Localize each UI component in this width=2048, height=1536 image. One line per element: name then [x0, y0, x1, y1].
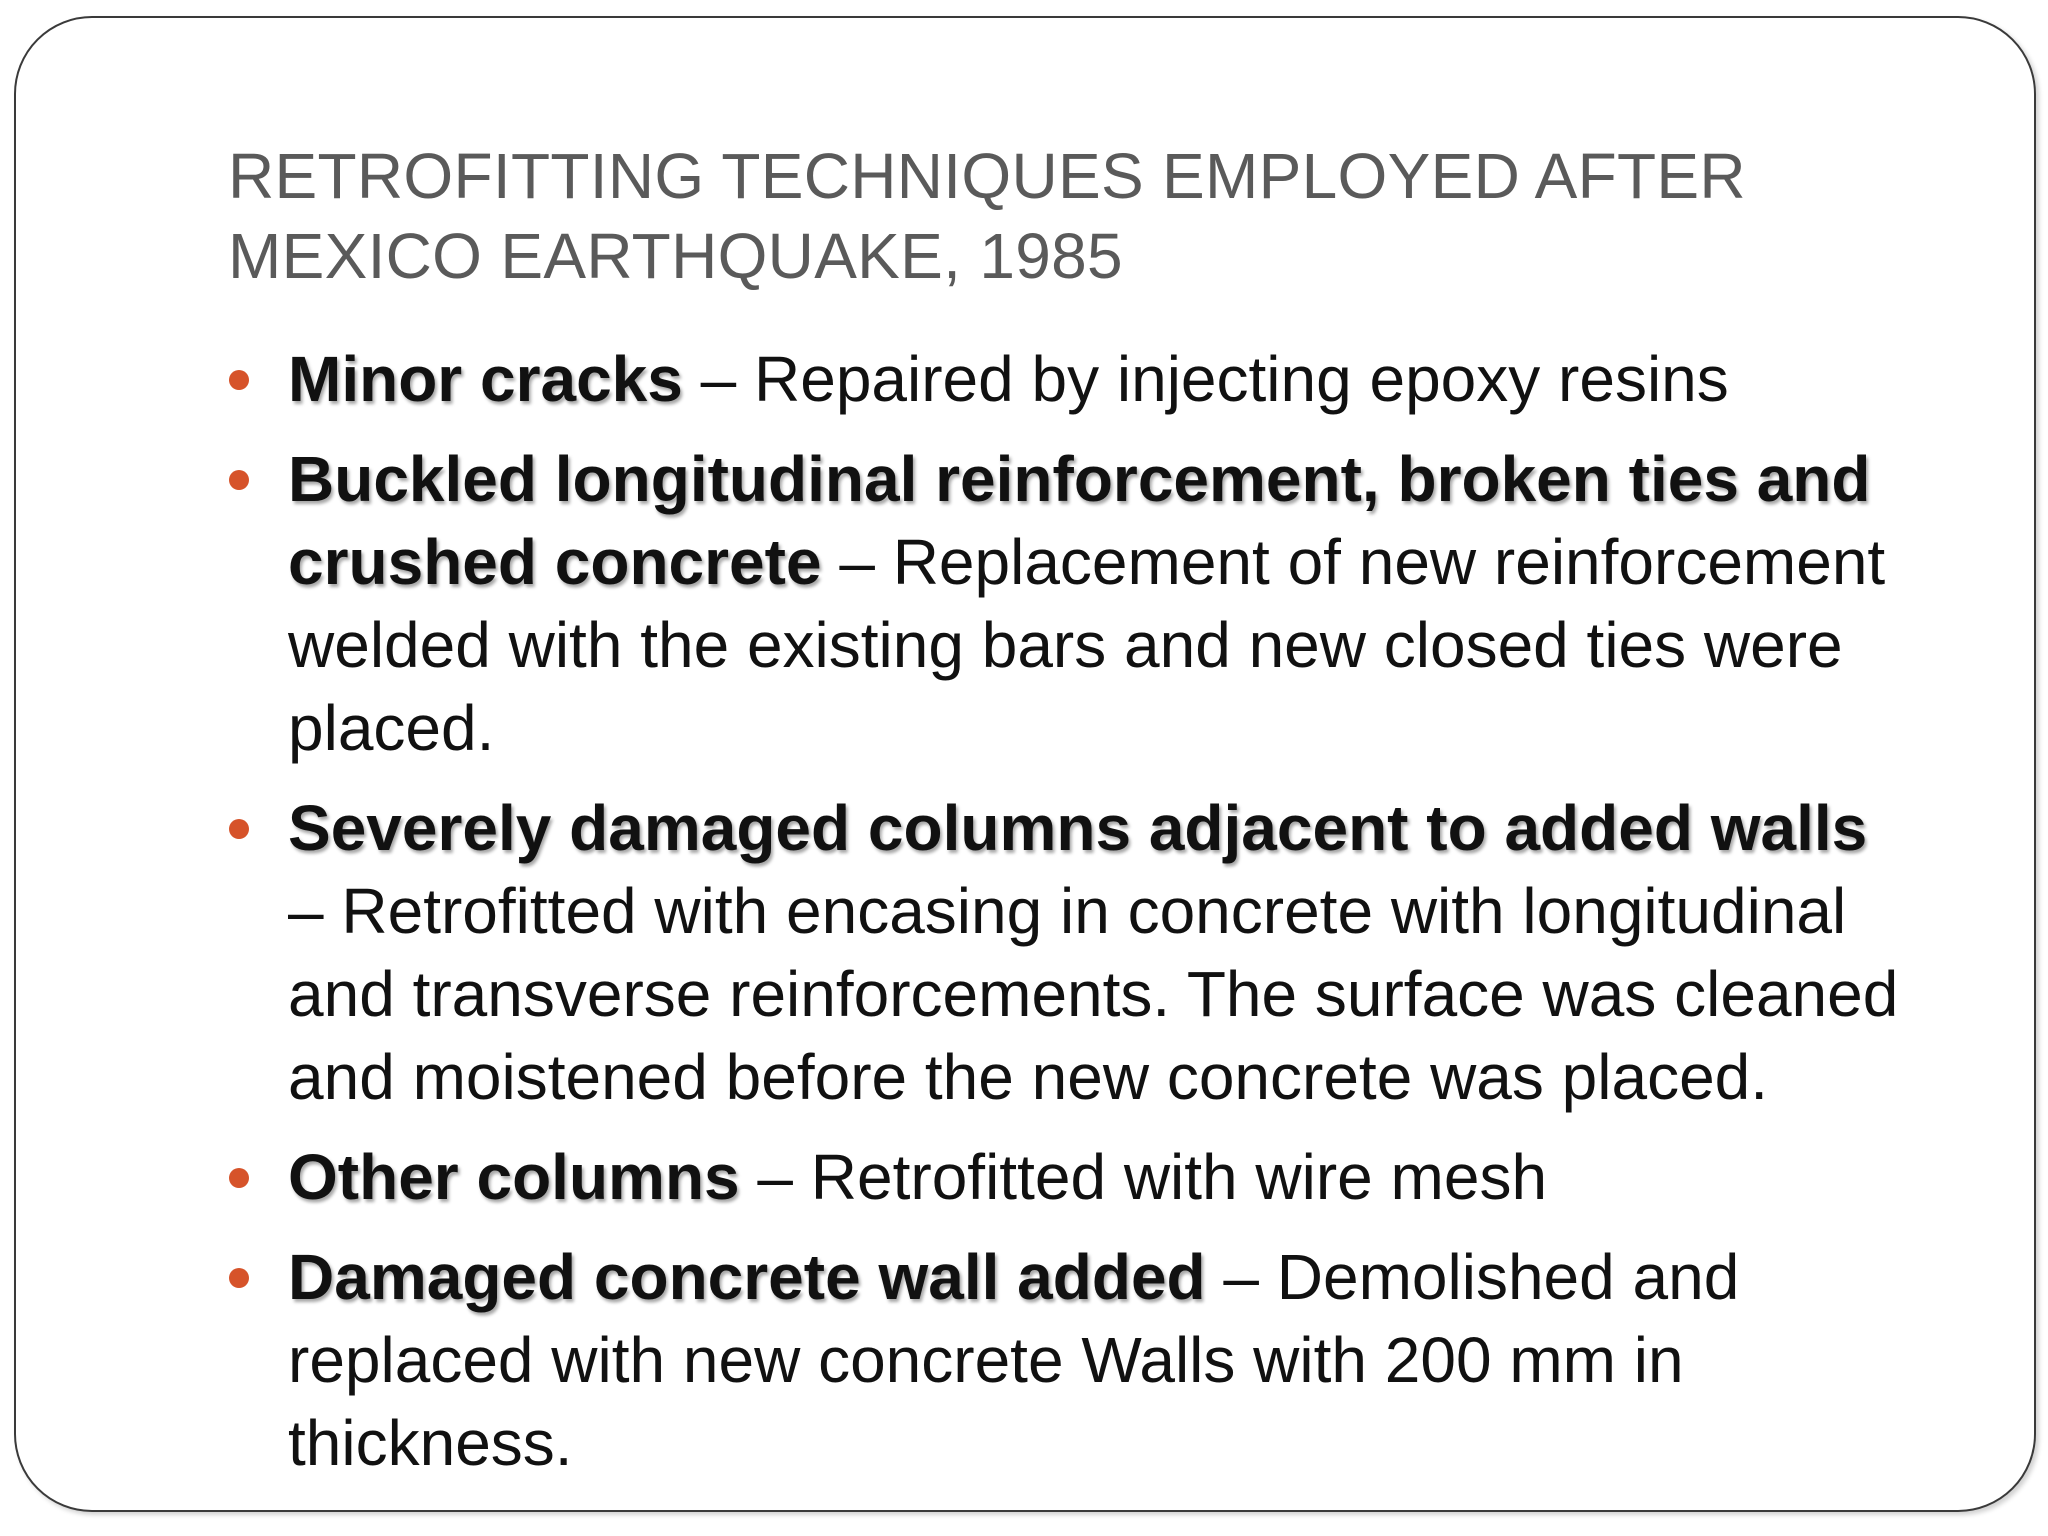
bullet-term: Buckled longitudinal reinforcement, broken ties and crushed concrete	[288, 443, 1871, 598]
bullet-item-buckled-reinforcement	[228, 438, 1908, 770]
bullet-item-damaged-wall	[228, 1236, 1908, 1485]
bullet-text: – Repaired by injecting epoxy resins	[682, 343, 1729, 415]
bullet-item-other-columns	[228, 1136, 1908, 1219]
title-line-2: MEXICO EARTHQUAKE, 1985	[228, 220, 1123, 292]
bullet-item-severely-damaged-columns	[228, 787, 1908, 1119]
bullet-term: Minor cracks	[288, 343, 683, 415]
bullet-text: – Replacement of new reinforcement welded with the existing bars and new closed ties were placed.	[288, 526, 1886, 764]
bullet-term: Other columns	[288, 1141, 740, 1213]
bullet-dot-icon	[229, 1268, 249, 1288]
bullet-item-minor-cracks	[228, 338, 1908, 421]
bullet-dot-icon	[229, 819, 249, 839]
bullet-text: – Retrofitted with encasing in concrete with longitudinal and transverse reinforcements. The surface was cleaned and moistened before the new concrete was placed.	[288, 875, 1899, 1113]
bullet-dot-icon	[229, 470, 249, 490]
bullet-term: Damaged concrete wall added	[288, 1241, 1206, 1313]
bullet-dot-icon	[229, 370, 249, 390]
bullet-term: Severely damaged columns adjacent to added walls	[288, 792, 1868, 864]
slide-title	[228, 136, 1928, 296]
bullet-list	[228, 338, 1908, 1502]
title-line-1: RETROFITTING TECHNIQUES EMPLOYED AFTER	[228, 140, 1746, 212]
bullet-text: – Retrofitted with wire mesh	[739, 1141, 1548, 1213]
bullet-dot-icon	[229, 1168, 249, 1188]
bullet-text: – Demolished and replaced with new concrete Walls with 200 mm in thickness.	[288, 1241, 1740, 1479]
